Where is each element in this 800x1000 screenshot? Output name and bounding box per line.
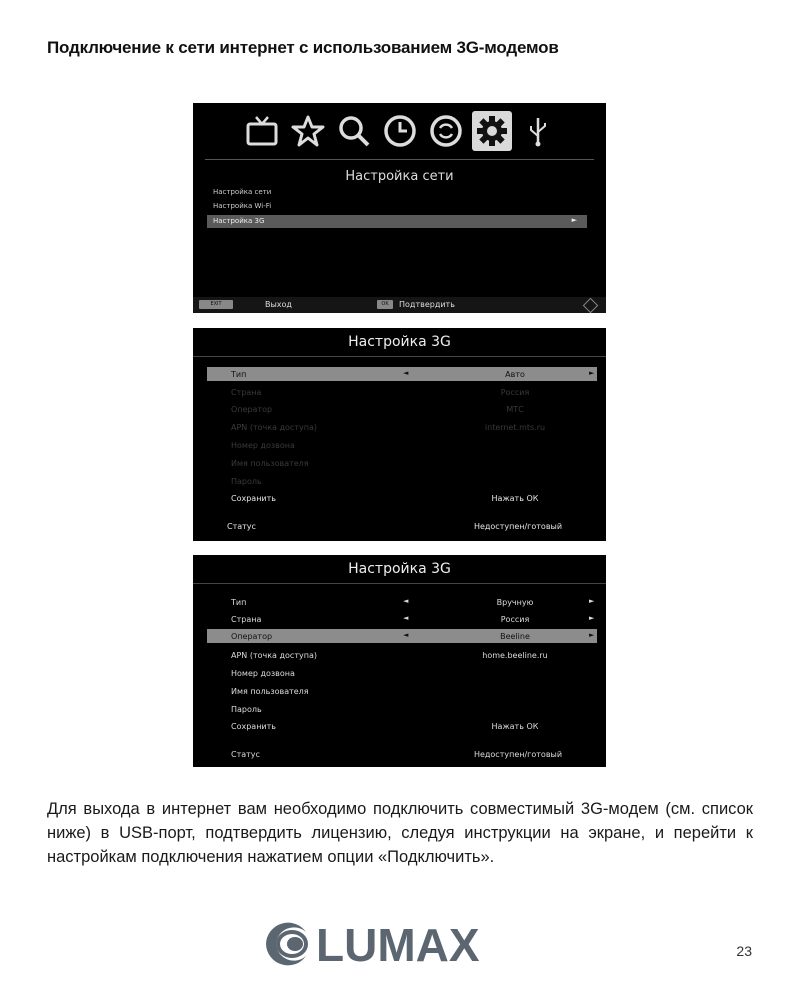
usb-icon[interactable]: [518, 111, 558, 151]
row-label: Оператор: [231, 405, 273, 414]
setting-row-operator[interactable]: [207, 629, 597, 643]
row-label: Страна: [231, 615, 262, 624]
exit-key[interactable]: EXIT: [199, 300, 233, 309]
row-value: МТС: [506, 405, 524, 414]
confirm-label: Подтвердить: [399, 300, 455, 309]
row-label: Статус: [231, 750, 260, 759]
setting-row-password: [207, 474, 597, 488]
row-value: home.beeline.ru: [482, 651, 548, 660]
row-value: Beeline: [500, 632, 530, 641]
setting-row-dial-number[interactable]: [207, 666, 597, 680]
refresh-icon[interactable]: [426, 111, 466, 151]
row-value: Авто: [505, 370, 525, 379]
arrow-right-icon[interactable]: ►: [589, 369, 595, 377]
setting-row-status: [207, 519, 597, 533]
setting-row-type[interactable]: [207, 595, 597, 609]
row-value: Россия: [500, 615, 530, 624]
row-label: Номер дозвона: [231, 441, 295, 450]
row-value: internet.mts.ru: [484, 423, 546, 432]
arrow-right-icon: ►: [571, 216, 577, 224]
row-label: Номер дозвона: [231, 669, 295, 678]
row-value: Нажать ОК: [491, 722, 539, 731]
setting-row-country[interactable]: [207, 612, 597, 626]
exit-label: Выход: [265, 300, 292, 309]
row-value: Вручную: [496, 598, 534, 607]
arrow-left-icon[interactable]: ◄: [403, 614, 409, 622]
row-label: Имя пользователя: [231, 459, 309, 468]
setting-row-operator: [207, 402, 597, 416]
setting-row-save[interactable]: [207, 491, 597, 505]
menu-item-network[interactable]: Настройка сети: [213, 188, 272, 196]
row-label: Оператор: [231, 632, 273, 641]
row-label: APN (точка доступа): [231, 651, 317, 660]
setting-row-save[interactable]: [207, 719, 597, 733]
row-value: Россия: [500, 388, 530, 397]
search-icon[interactable]: [334, 111, 374, 151]
setting-row-password[interactable]: [207, 702, 597, 716]
setting-row-dial-number: [207, 438, 597, 452]
setting-row-username[interactable]: [207, 684, 597, 698]
row-label: Тип: [231, 370, 247, 379]
setting-row-apn: [207, 420, 597, 434]
row-label: Сохранить: [231, 722, 276, 731]
clock-icon[interactable]: [380, 111, 420, 151]
network-settings-screen: [193, 103, 606, 313]
3g-settings-auto-screen: [193, 328, 606, 541]
row-label: Пароль: [231, 477, 262, 486]
row-label: Статус: [227, 522, 256, 531]
menu-item-3g[interactable]: [207, 215, 587, 228]
arrow-right-icon[interactable]: ►: [589, 597, 595, 605]
row-label: Сохранить: [231, 494, 276, 503]
divider: [205, 159, 594, 160]
row-label: Имя пользователя: [231, 687, 309, 696]
menu-item-wifi[interactable]: Настройка Wi-Fi: [213, 202, 272, 210]
row-label: APN (точка доступа): [231, 423, 317, 432]
star-icon[interactable]: [288, 111, 328, 151]
page-number: 23: [736, 943, 752, 959]
instruction-paragraph: Для выхода в интернет вам необходимо подключить совместимый 3G-модем (см. список ниже) в USB-порт, подтвердить лицензию, следуя инструкции на экране, и перейти к настройкам подключения нажатием опции «Подключить».: [47, 800, 753, 866]
footer-bar: [193, 297, 606, 313]
menu-item-label: Настройка 3G: [213, 217, 265, 225]
screen-title: Настройка 3G: [193, 328, 606, 357]
arrow-right-icon[interactable]: ►: [589, 614, 595, 622]
logo-text: LUMAX: [316, 919, 480, 970]
ok-key[interactable]: OK: [377, 300, 393, 309]
3g-settings-manual-screen: [193, 555, 606, 767]
setting-row-country: [207, 385, 597, 399]
setting-row-username: [207, 456, 597, 470]
arrow-right-icon[interactable]: ►: [589, 631, 595, 639]
lumax-logo: [262, 916, 542, 970]
nav-icon: [583, 298, 599, 313]
menu-icon-bar: [193, 103, 606, 158]
gear-icon[interactable]: [472, 111, 512, 151]
arrow-left-icon[interactable]: ◄: [403, 631, 409, 639]
page-heading: Подключение к сети интернет с использованием 3G-модемов: [47, 38, 559, 57]
row-value: Нажать ОК: [491, 494, 539, 503]
row-label: Пароль: [231, 705, 262, 714]
setting-row-apn[interactable]: [207, 648, 597, 662]
arrow-left-icon[interactable]: ◄: [403, 597, 409, 605]
screen-title: Настройка сети: [345, 169, 454, 184]
arrow-left-icon[interactable]: ◄: [403, 369, 409, 377]
row-label: Страна: [231, 388, 262, 397]
setting-row-type[interactable]: [207, 367, 597, 381]
row-value: Недоступен/готовый: [473, 750, 563, 759]
tv-icon[interactable]: [242, 111, 282, 151]
row-value: Недоступен/готовый: [473, 522, 563, 531]
screen-title: Настройка 3G: [193, 555, 606, 584]
row-label: Тип: [231, 598, 247, 607]
setting-row-status: [207, 747, 597, 761]
